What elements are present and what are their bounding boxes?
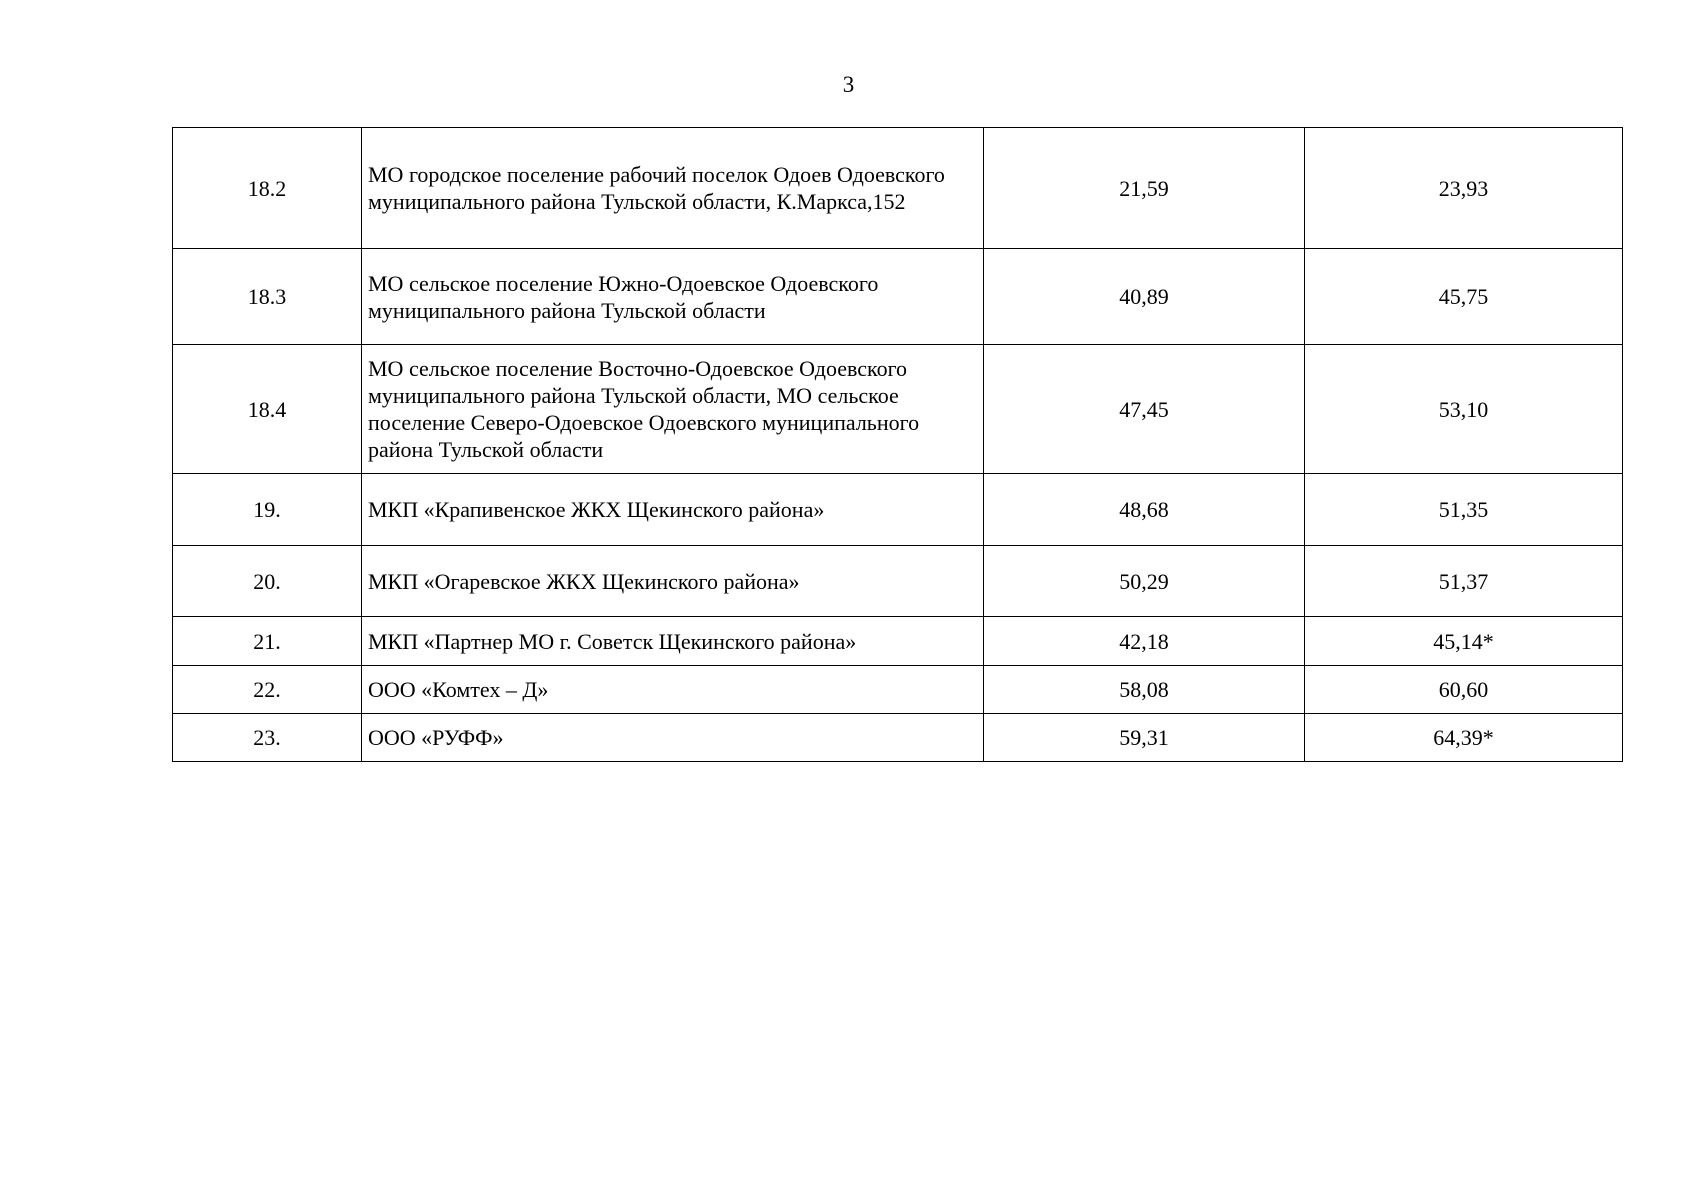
row-number-cell: 20. <box>173 546 362 617</box>
value-cell-2: 51,35 <box>1305 474 1623 546</box>
table-row <box>173 666 1623 714</box>
value-cell-2: 23,93 <box>1305 128 1623 249</box>
row-number-cell: 18.3 <box>173 249 362 345</box>
table-row <box>173 474 1623 546</box>
value-cell-1: 58,08 <box>984 666 1305 714</box>
value-cell-2: 45,14* <box>1305 617 1623 666</box>
row-number-cell: 18.4 <box>173 345 362 474</box>
value-cell-1: 48,68 <box>984 474 1305 546</box>
value-cell-2: 53,10 <box>1305 345 1623 474</box>
value-cell-2: 64,39* <box>1305 714 1623 762</box>
organization-name-cell: ООО «Комтех – Д» <box>362 666 984 714</box>
table-row <box>173 714 1623 762</box>
value-cell-1: 59,31 <box>984 714 1305 762</box>
organization-name-cell: МО городское поселение рабочий поселок Одоев Одоевского муниципального района Тульской области, К.Маркса,152 <box>362 128 984 249</box>
table-row <box>173 249 1623 345</box>
row-number-cell: 21. <box>173 617 362 666</box>
table-row <box>173 546 1623 617</box>
row-number-cell: 22. <box>173 666 362 714</box>
value-cell-1: 40,89 <box>984 249 1305 345</box>
row-number-cell: 19. <box>173 474 362 546</box>
value-cell-1: 21,59 <box>984 128 1305 249</box>
row-number-cell: 18.2 <box>173 128 362 249</box>
organization-name-cell: МО сельское поселение Южно-Одоевское Одоевского муниципального района Тульской области <box>362 249 984 345</box>
value-cell-2: 60,60 <box>1305 666 1623 714</box>
value-cell-1: 47,45 <box>984 345 1305 474</box>
tariff-table <box>172 127 1623 762</box>
row-number-cell: 23. <box>173 714 362 762</box>
organization-name-cell: МКП «Огаревское ЖКХ Щекинского района» <box>362 546 984 617</box>
organization-name-cell: МКП «Партнер МО г. Советск Щекинского района» <box>362 617 984 666</box>
table-row <box>173 128 1623 249</box>
page-number: 3 <box>842 72 855 97</box>
organization-name-cell: МКП «Крапивенское ЖКХ Щекинского района» <box>362 474 984 546</box>
value-cell-2: 51,37 <box>1305 546 1623 617</box>
value-cell-1: 50,29 <box>984 546 1305 617</box>
organization-name-cell: МО сельское поселение Восточно-Одоевское Одоевского муниципального района Тульской области, МО сельское поселение Северо-Одоевское Одоевского муниципального района Тульской области <box>362 345 984 474</box>
value-cell-1: 42,18 <box>984 617 1305 666</box>
table-row <box>173 617 1623 666</box>
organization-name-cell: ООО «РУФФ» <box>362 714 984 762</box>
value-cell-2: 45,75 <box>1305 249 1623 345</box>
table-row <box>173 345 1623 474</box>
